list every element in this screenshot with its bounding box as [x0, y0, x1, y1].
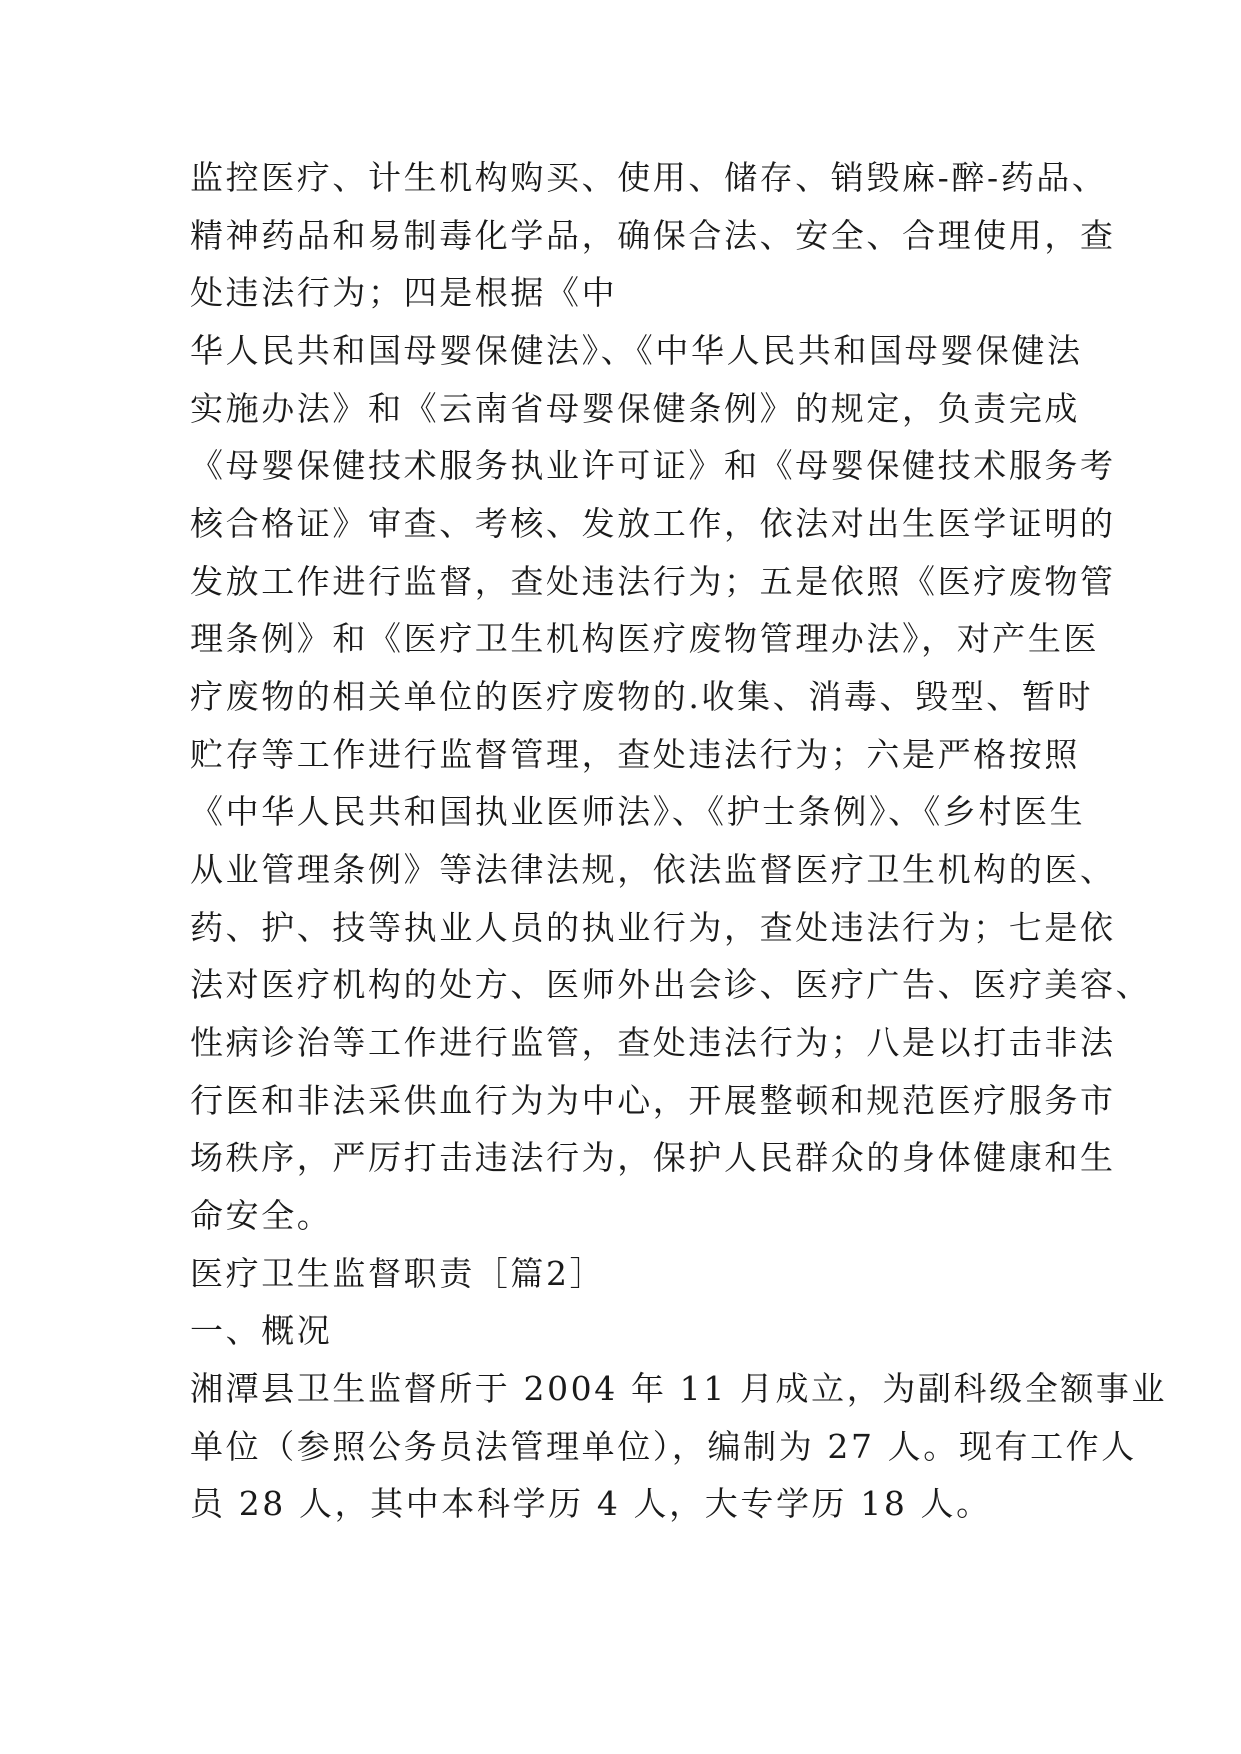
text-line: 核合格证》审查、考核、发放工作，依法对出生医学证明的	[190, 504, 1116, 543]
text-line: 法对医疗机构的处方、医师外出会诊、医疗广告、医疗美容、	[190, 965, 1152, 1004]
text-line: 命安全。	[190, 1196, 333, 1235]
text-line: 华人民共和国母婴保健法》、《中华人民共和国母婴保健法	[190, 331, 1083, 370]
text-line: 精神药品和易制毒化学品，确保合法、安全、合理使用，查	[190, 216, 1116, 255]
text-line: 湘潭县卫生监督所于 2004 年 11 月成立，为副科级全额事业	[190, 1369, 1168, 1408]
text-line: 贮存等工作进行监督管理，查处违法行为；六是严格按照	[190, 735, 1080, 774]
text-line: 场秩序，严厉打击违法行为，保护人民群众的身体健康和生	[190, 1138, 1116, 1177]
subsection-heading: 一、概况	[190, 1311, 333, 1350]
text-line: 从业管理条例》等法律法规，依法监督医疗卫生机构的医、	[190, 850, 1116, 889]
text-line: 理条例》和《医疗卫生机构医疗废物管理办法》，对产生医	[190, 619, 1100, 658]
text-line: 《中华人民共和国执业医师法》、《护士条例》、《乡村医生	[190, 792, 1086, 831]
text-line: 行医和非法采供血行为为中心，开展整顿和规范医疗服务市	[190, 1081, 1116, 1120]
text-line: 处违法行为；四是根据《中	[190, 273, 618, 312]
section-heading: 医疗卫生监督职责［篇2］	[190, 1254, 606, 1293]
text-line: 《母婴保健技术服务执业许可证》和《母婴保健技术服务考	[190, 446, 1116, 485]
text-line: 疗废物的相关单位的医疗废物的.收集、消毒、毁型、暂时	[190, 677, 1094, 716]
text-line: 单位（参照公务员法管理单位），编制为 27 人。现有工作人	[190, 1427, 1137, 1466]
text-line: 监控医疗、计生机构购买、使用、储存、销毁麻-醉-药品、	[190, 158, 1108, 197]
text-line: 实施办法》和《云南省母婴保健条例》的规定，负责完成	[190, 389, 1080, 428]
text-line: 员 28 人，其中本科学历 4 人，大专学历 18 人。	[190, 1484, 992, 1523]
text-line: 性病诊治等工作进行监管，查处违法行为；八是以打击非法	[190, 1023, 1116, 1062]
text-line: 药、护、技等执业人员的执业行为，查处违法行为；七是依	[190, 908, 1116, 947]
text-line: 发放工作进行监督，查处违法行为；五是依照《医疗废物管	[190, 562, 1116, 601]
